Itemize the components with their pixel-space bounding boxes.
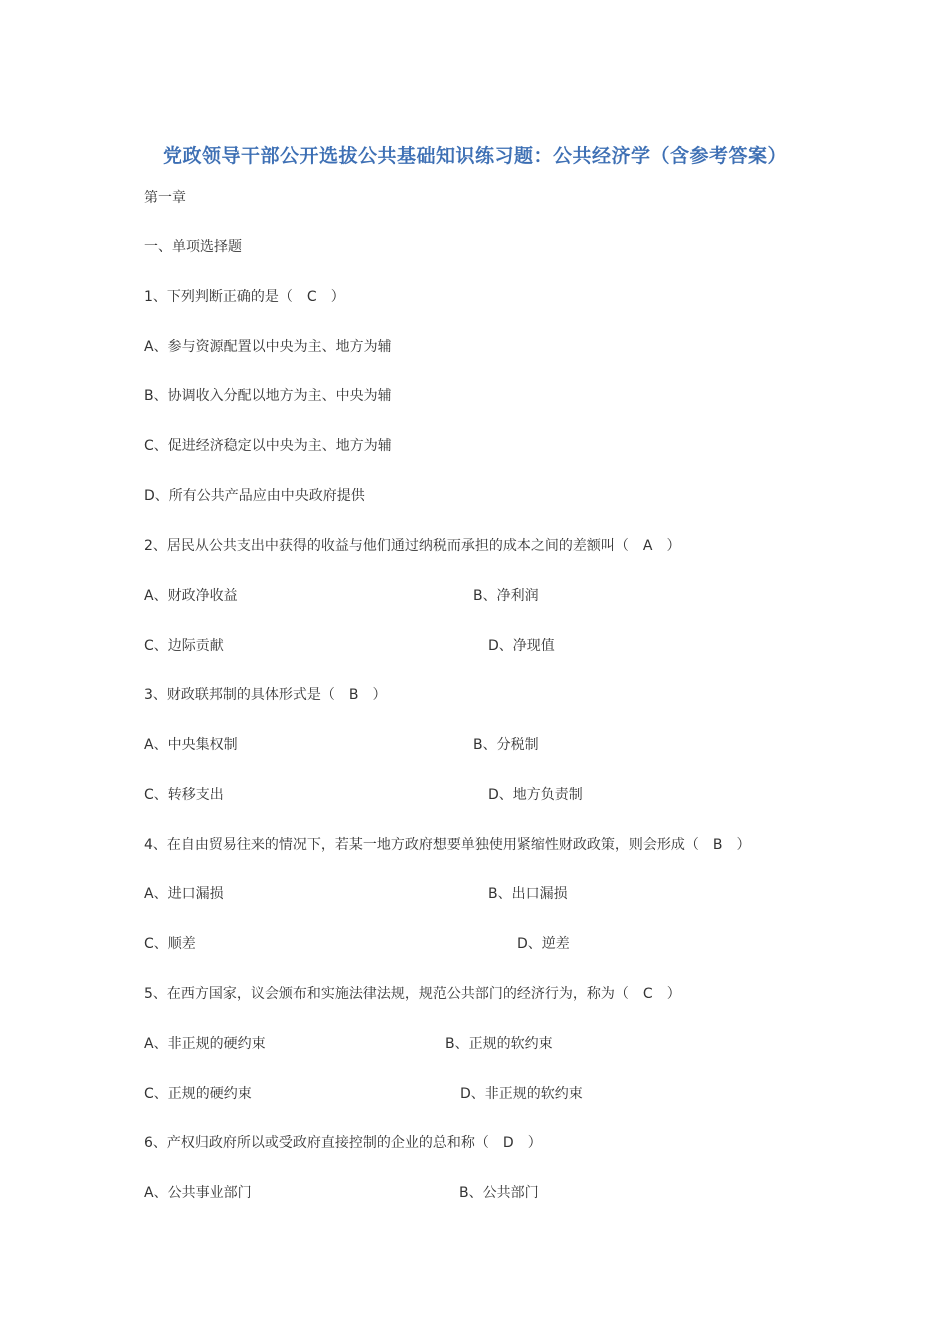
question-stem-text: 1、下列判断正确的是（ <box>144 289 293 305</box>
question-4-options-row-1 <box>144 884 844 904</box>
answer-letter: C <box>642 986 653 1002</box>
option-b: B、净利润 <box>473 588 539 604</box>
question-stem-text: 6、产权归政府所以或受政府直接控制的企业的总和称（ <box>144 1135 489 1151</box>
option-d: D、地方负责制 <box>488 787 583 803</box>
question-stem-text: 2、居民从公共支出中获得的收益与他们通过纳税而承担的成本之间的差额叫（ <box>144 538 629 554</box>
answer-close: ） <box>372 687 387 703</box>
option-a: A、非正规的硬约束 <box>144 1036 266 1052</box>
question-stem-text: 3、财政联邦制的具体形式是（ <box>144 687 335 703</box>
question-2-options-row-2 <box>144 636 844 656</box>
question-stem-text: 4、在自由贸易往来的情况下，若某一地方政府想要单独使用紧缩性财政政策，则会形成（ <box>144 837 699 853</box>
answer-close: ） <box>330 289 345 305</box>
option-a: A、财政净收益 <box>144 588 238 604</box>
section-heading: 一、单项选择题 <box>144 239 242 255</box>
answer-letter: B <box>712 837 723 853</box>
question-1-option-c: C、促进经济稳定以中央为主、地方为辅 <box>144 438 392 454</box>
answer-close: ） <box>736 837 751 853</box>
question-1-option-d: D、所有公共产品应由中央政府提供 <box>144 488 365 504</box>
option-b: B、公共部门 <box>459 1185 539 1201</box>
question-5-options-row-1 <box>144 1034 844 1054</box>
chapter-heading: 第一章 <box>144 190 186 206</box>
answer-letter: B <box>348 687 359 703</box>
question-6-stem <box>144 1133 542 1153</box>
question-3-stem <box>144 685 387 705</box>
option-a: A、公共事业部门 <box>144 1185 252 1201</box>
option-c: C、顺差 <box>144 936 196 952</box>
answer-letter: A <box>642 538 653 554</box>
question-4-options-row-2 <box>144 934 844 954</box>
question-1-stem <box>144 287 345 307</box>
option-b: B、出口漏损 <box>488 886 568 902</box>
answer-close: ） <box>666 538 681 554</box>
question-5-options-row-2 <box>144 1084 844 1104</box>
document-title: 党政领导干部公开选拔公共基础知识练习题：公共经济学（含参考答案） <box>162 145 787 167</box>
question-2-options-row-1 <box>144 586 844 606</box>
question-6-options-row-1 <box>144 1183 844 1203</box>
question-3-options-row-2 <box>144 785 844 805</box>
option-c: C、正规的硬约束 <box>144 1086 252 1102</box>
question-stem-text: 5、在西方国家，议会颁布和实施法律法规，规范公共部门的经济行为，称为（ <box>144 986 629 1002</box>
question-3-options-row-1 <box>144 735 844 755</box>
option-a: A、进口漏损 <box>144 886 224 902</box>
option-c: C、边际贡献 <box>144 638 224 654</box>
option-b: B、分税制 <box>473 737 539 753</box>
option-b: B、正规的软约束 <box>445 1036 553 1052</box>
question-1-option-b: B、协调收入分配以地方为主、中央为辅 <box>144 388 392 404</box>
question-1-option-a: A、参与资源配置以中央为主、地方为辅 <box>144 339 392 355</box>
answer-letter: D <box>502 1135 514 1151</box>
answer-close: ） <box>527 1135 542 1151</box>
question-5-stem <box>144 984 681 1004</box>
answer-letter: C <box>306 289 317 305</box>
option-d: D、逆差 <box>517 936 570 952</box>
answer-close: ） <box>666 986 681 1002</box>
question-4-stem <box>144 835 751 855</box>
option-a: A、中央集权制 <box>144 737 238 753</box>
question-2-stem <box>144 536 680 556</box>
option-c: C、转移支出 <box>144 787 224 803</box>
option-d: D、净现值 <box>488 638 555 654</box>
option-d: D、非正规的软约束 <box>460 1086 583 1102</box>
